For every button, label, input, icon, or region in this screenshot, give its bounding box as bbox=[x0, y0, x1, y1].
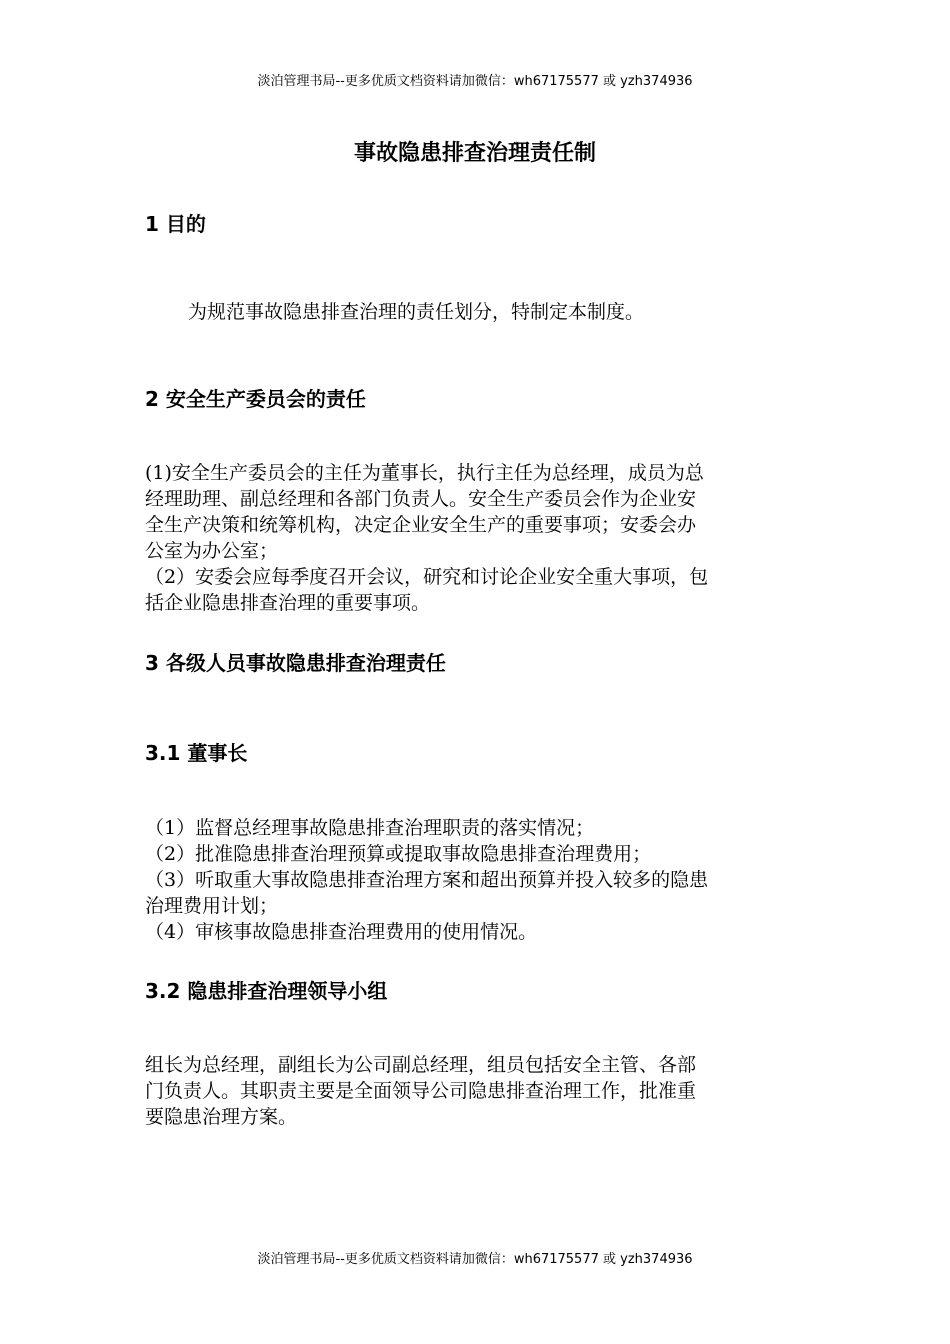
paragraph-line: 括企业隐患排查治理的重要事项。 bbox=[145, 592, 431, 614]
paragraph-line: （2）批准隐患排查治理预算或提取事故隐患排查治理费用； bbox=[145, 843, 652, 865]
section-1-paragraph bbox=[188, 299, 850, 325]
paragraph-line: 公室为办公室； bbox=[145, 540, 279, 562]
paragraph-line: 要隐患治理方案。 bbox=[145, 1106, 298, 1128]
section-1-heading: 1 目的 bbox=[145, 212, 206, 236]
section-3-2-body bbox=[145, 1052, 807, 1130]
paragraph-line: (1)安全生产委员会的主任为董事长，执行主任为总经理，成员为总 bbox=[145, 462, 704, 484]
page-header: 淡泊管理书局--更多优质文档资料请加微信：wh67175577 或 yzh374936 bbox=[257, 74, 693, 89]
section-3-heading: 3 各级人员事故隐患排查治理责任 bbox=[145, 651, 446, 675]
paragraph-line: （1）监督总经理事故隐患排查治理职责的落实情况； bbox=[145, 817, 595, 839]
paragraph-line: 经理助理、副总经理和各部门负责人。安全生产委员会作为企业安 bbox=[145, 488, 697, 510]
paragraph-line: （3）听取重大事故隐患排查治理方案和超出预算并投入较多的隐患 bbox=[145, 869, 709, 891]
section-2-heading: 2 安全生产委员会的责任 bbox=[145, 387, 366, 411]
section-3-1-body bbox=[145, 815, 807, 945]
section-3-2-heading: 3.2 隐患排查治理领导小组 bbox=[145, 979, 388, 1003]
section-2-body bbox=[145, 460, 807, 616]
paragraph-line: 门负责人。其职责主要是全面领导公司隐患排查治理工作，批准重 bbox=[145, 1080, 697, 1102]
page-footer: 淡泊管理书局--更多优质文档资料请加微信：wh67175577 或 yzh374936 bbox=[257, 1252, 693, 1267]
paragraph-line: 组长为总经理，副组长为公司副总经理，组员包括安全主管、各部 bbox=[145, 1054, 697, 1076]
section-3-1-heading: 3.1 董事长 bbox=[145, 741, 248, 765]
paragraph-line: 为规范事故隐患排查治理的责任划分，特制定本制度。 bbox=[188, 301, 645, 323]
paragraph-line: 治理费用计划； bbox=[145, 895, 279, 917]
paragraph-line: （2）安委会应每季度召开会议，研究和讨论企业安全重大事项，包 bbox=[145, 566, 709, 588]
paragraph-line: 全生产决策和统筹机构，决定企业安全生产的重要事项；安委会办 bbox=[145, 514, 697, 536]
paragraph-line: （4）审核事故隐患排查治理费用的使用情况。 bbox=[145, 921, 538, 943]
document-title: 事故隐患排查治理责任制 bbox=[353, 141, 596, 166]
